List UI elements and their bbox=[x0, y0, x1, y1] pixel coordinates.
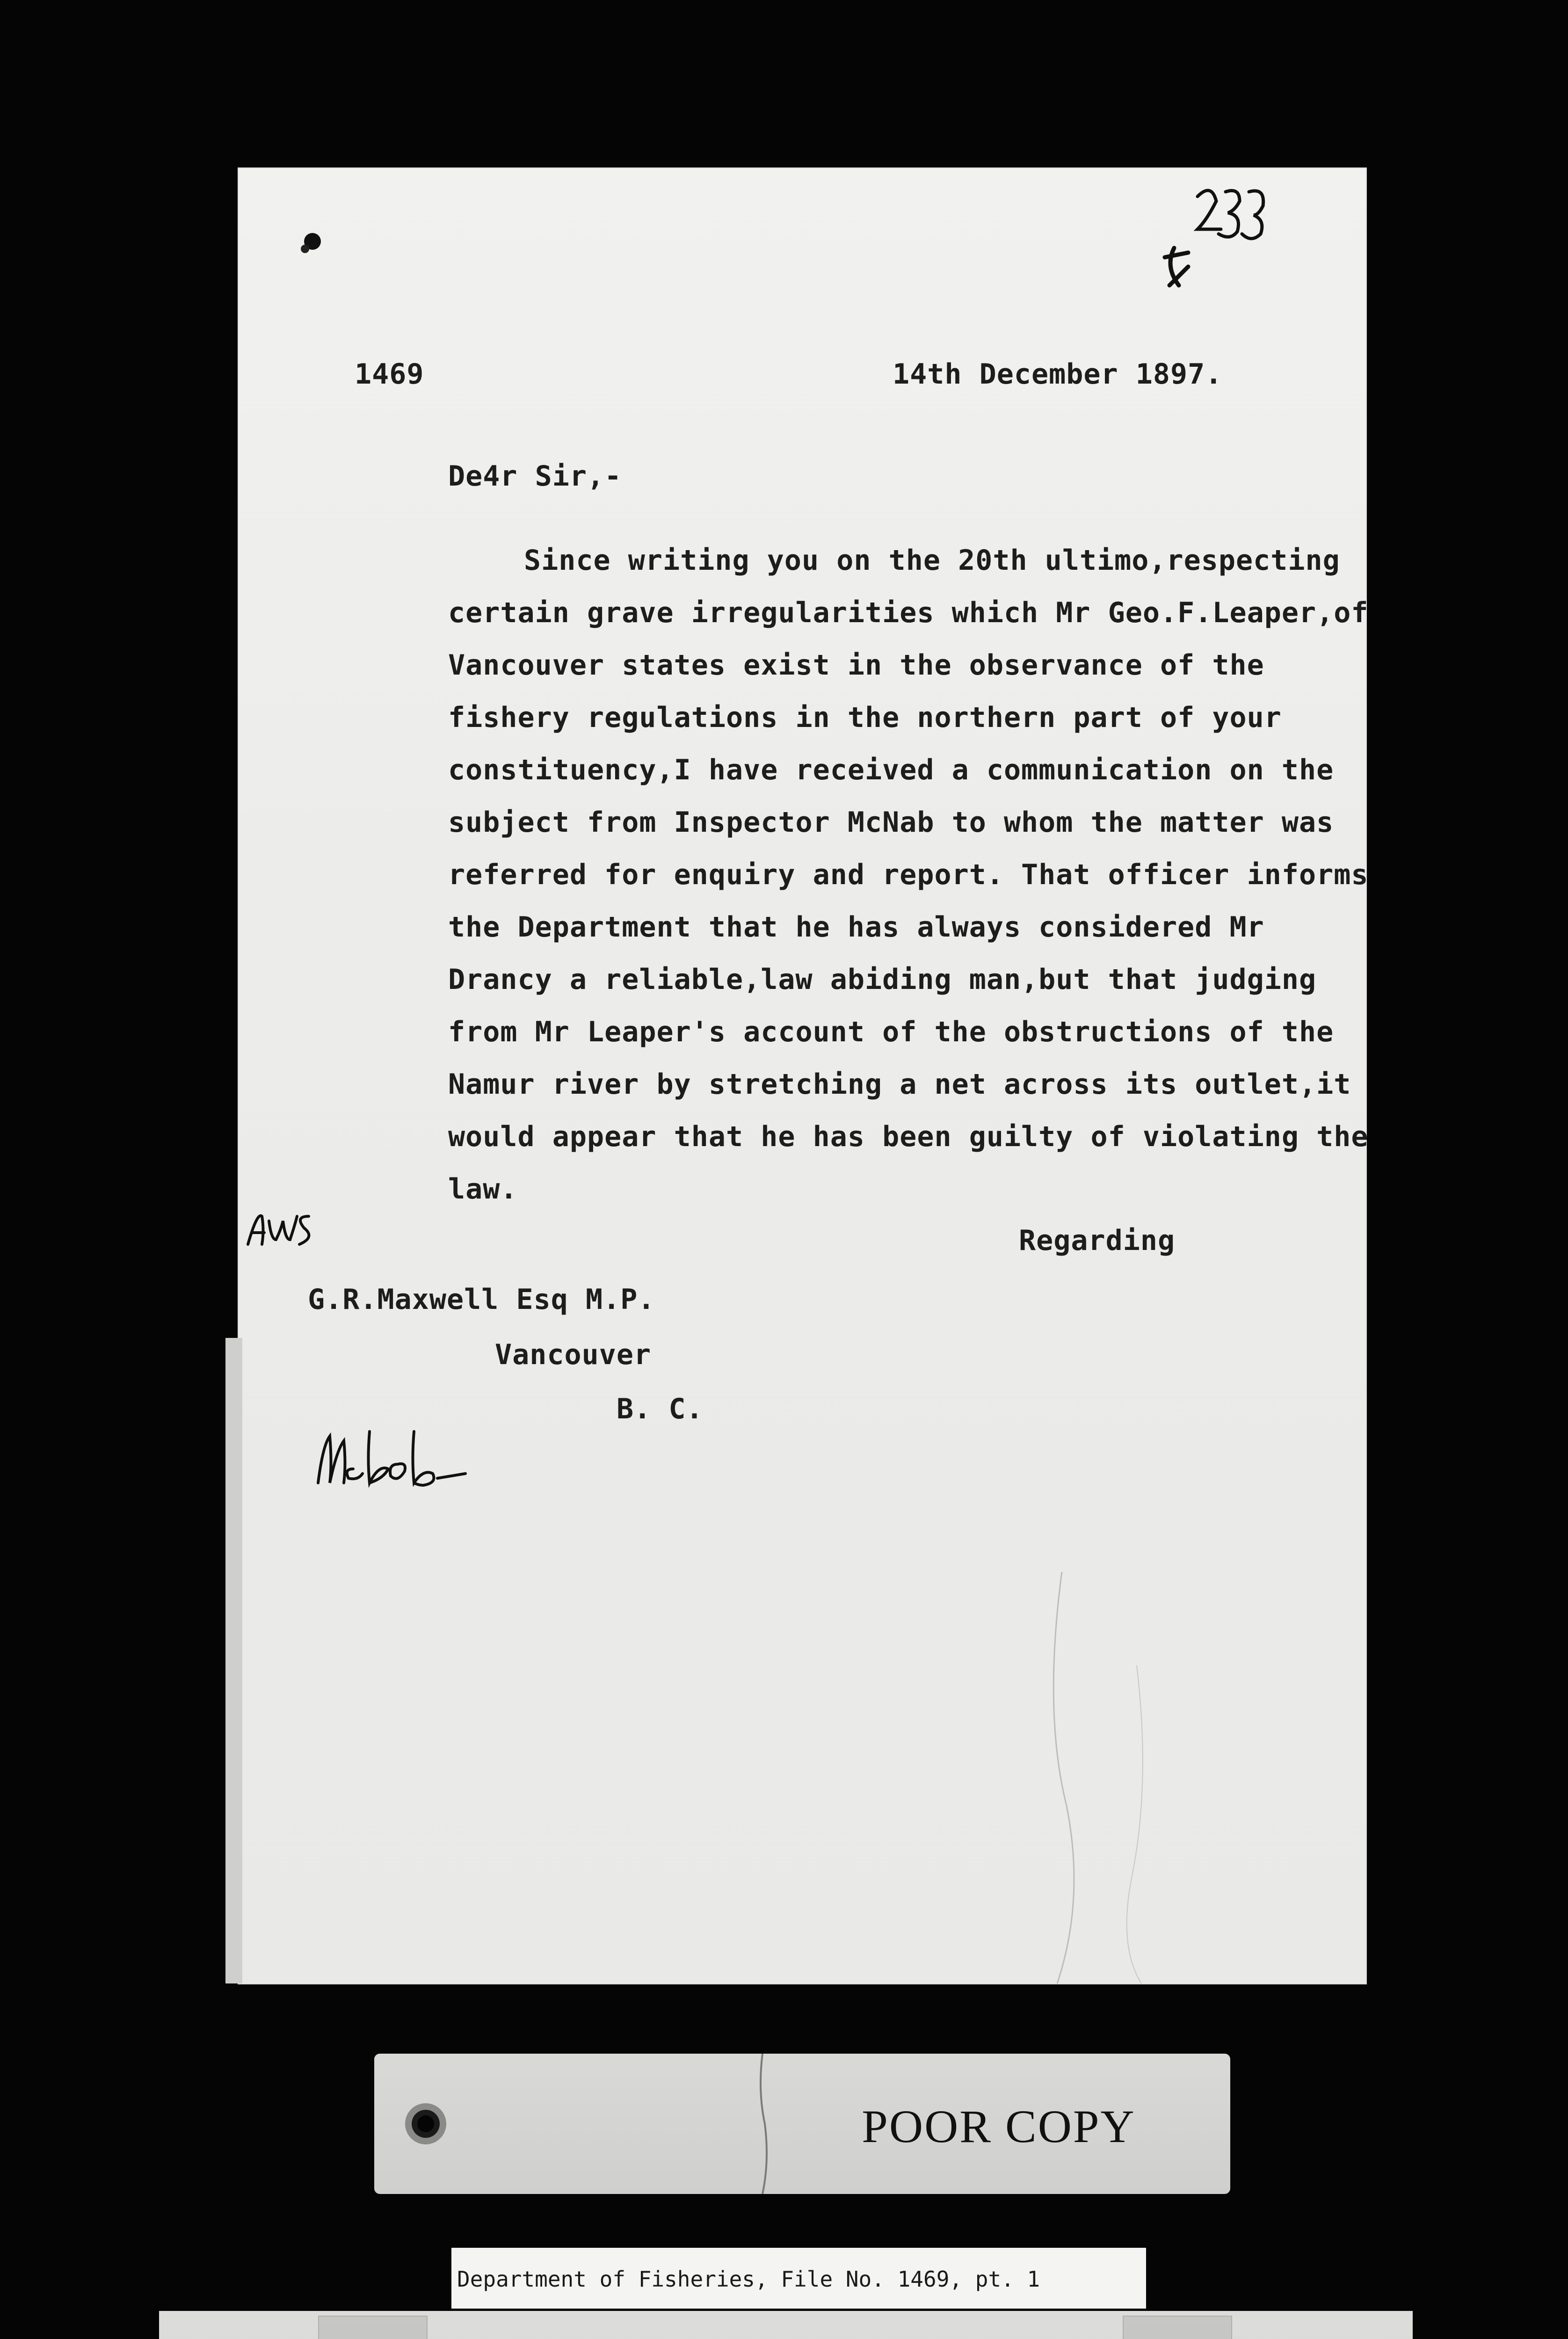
letter-date: 14th December 1897. bbox=[893, 358, 1223, 391]
body-line: Namur river by stretching a net across its outlet,it bbox=[448, 1068, 1351, 1101]
body-line: law. bbox=[448, 1173, 518, 1206]
body-line: Since writing you on the 20th ultimo,respecting bbox=[524, 544, 1340, 577]
paper-speckles bbox=[159, 2311, 1413, 2339]
punch-hole-icon bbox=[295, 225, 332, 262]
body-line: fishery regulations in the northern part of your bbox=[448, 701, 1282, 734]
body-line: the Department that he has always considered Mr bbox=[448, 911, 1264, 944]
handwritten-number-mark bbox=[1155, 178, 1277, 309]
salutation: De4r Sir,- bbox=[448, 460, 622, 493]
eyelet-icon bbox=[402, 2100, 449, 2147]
recipient-name: G.R.Maxwell Esq M.P. bbox=[308, 1283, 655, 1316]
page-edge-shadow bbox=[225, 1338, 242, 1983]
handwritten-initials bbox=[243, 1198, 337, 1254]
file-number: 1469 bbox=[355, 358, 424, 391]
recipient-city: Vancouver bbox=[495, 1338, 652, 1371]
body-line: subject from Inspector McNab to whom the matter was bbox=[448, 806, 1334, 839]
poor-copy-tag bbox=[374, 2054, 1230, 2194]
letter-page bbox=[239, 168, 1369, 1983]
tag-fold-line bbox=[753, 2054, 772, 2194]
body-line: referred for enquiry and report. That officer informs bbox=[448, 858, 1369, 891]
closing-regarding: Regarding bbox=[1019, 1224, 1176, 1257]
body-line: from Mr Leaper's account of the obstructions of the bbox=[448, 1016, 1334, 1048]
handwritten-signature bbox=[313, 1413, 501, 1497]
body-line: constituency,I have received a communication on the bbox=[448, 754, 1334, 786]
recipient-province: B. C. bbox=[617, 1393, 704, 1425]
archives-banner bbox=[159, 2311, 1413, 2339]
file-reference-text: Department of Fisheries, File No. 1469, pt. 1 bbox=[457, 2266, 1040, 2292]
body-line: Vancouver states exist in the observance of the bbox=[448, 649, 1264, 682]
file-reference-label bbox=[451, 2248, 1146, 2309]
paper-crease bbox=[1034, 1572, 1268, 1983]
poor-copy-label: POOR COPY bbox=[862, 2100, 1136, 2152]
body-line: would appear that he has been guilty of violating the bbox=[448, 1120, 1369, 1153]
body-line: certain grave irregularities which Mr Geo.F.Leaper,of bbox=[448, 596, 1369, 629]
body-line: Drancy a reliable,law abiding man,but that judging bbox=[448, 963, 1317, 996]
